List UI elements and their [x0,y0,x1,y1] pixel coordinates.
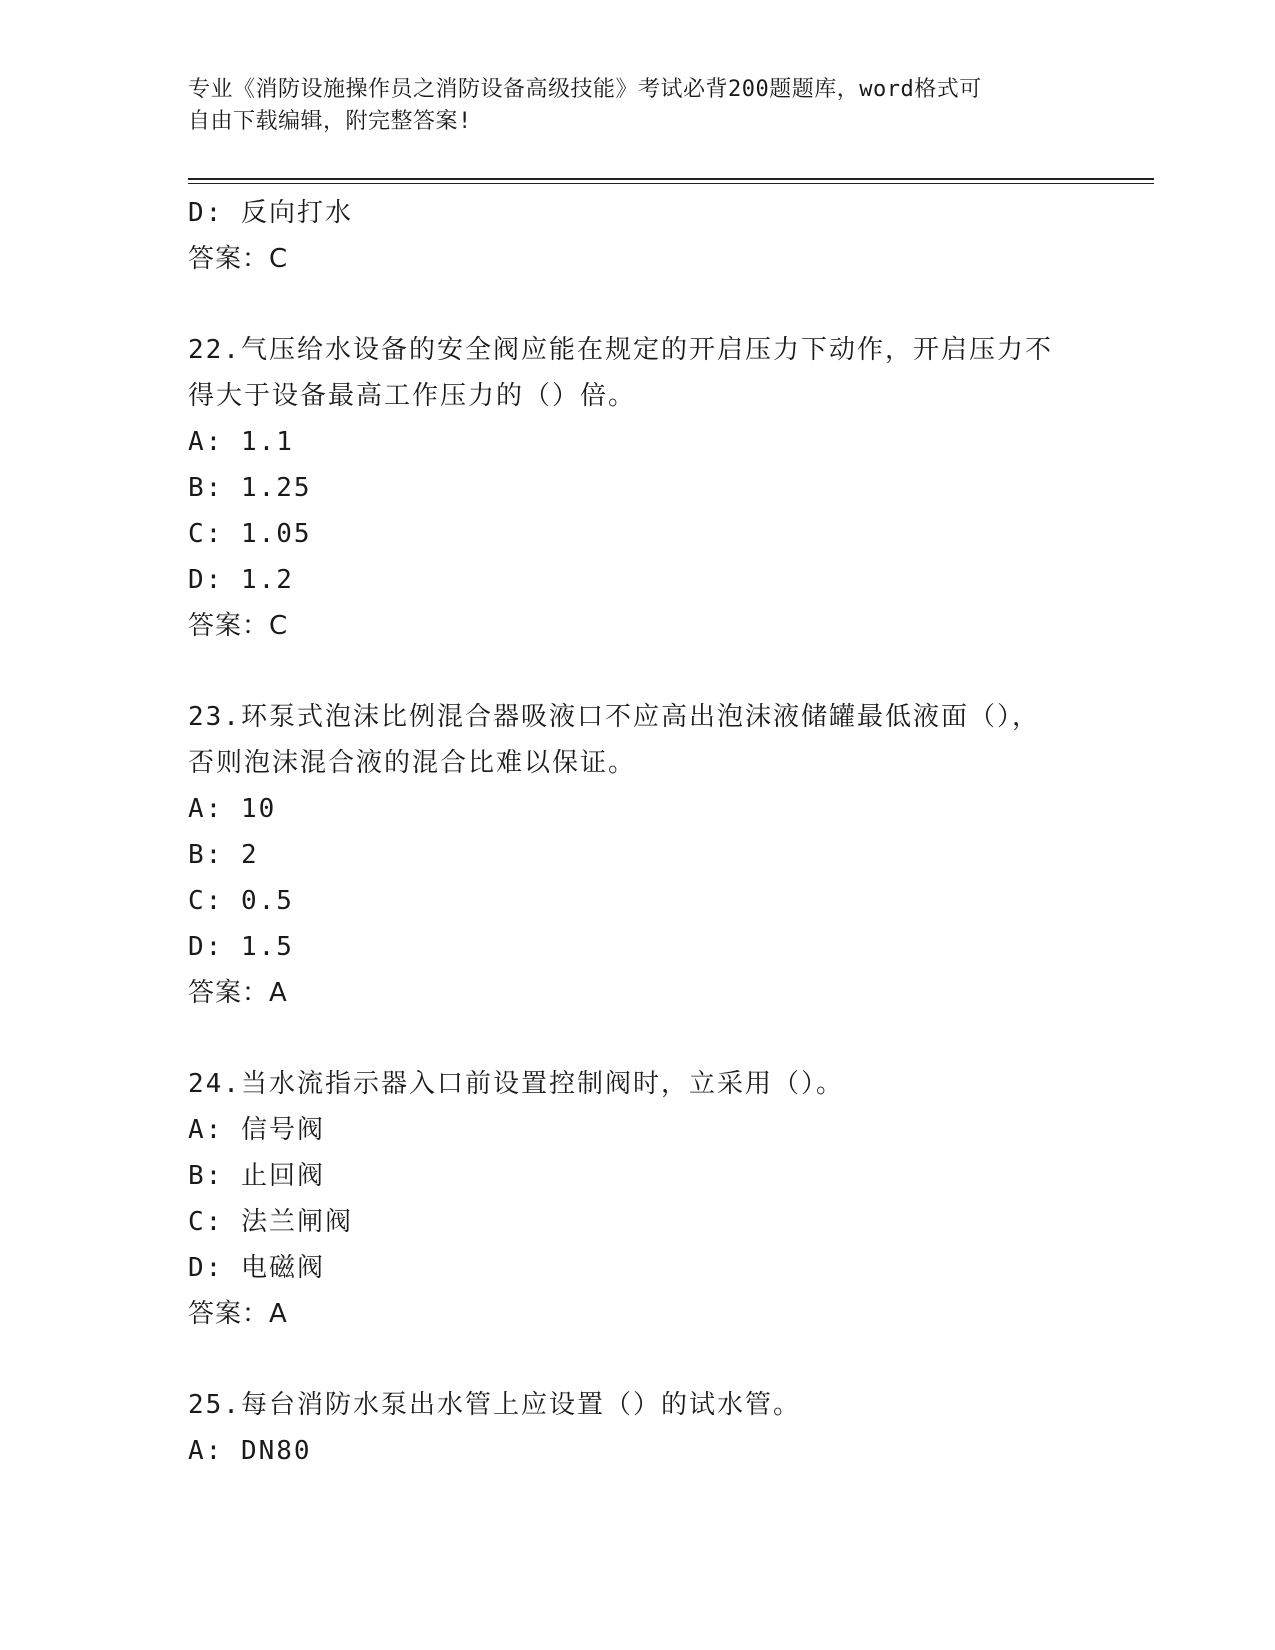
option-b: B: 止回阀 [188,1161,325,1191]
answer-line: 答案：C [188,611,289,641]
spacer [188,649,1088,694]
header-divider-thin [188,183,1154,184]
option-d: D: 反向打水 [188,198,353,228]
question-text-line-2: 否则泡沫混合液的混合比难以保证。 [188,748,637,778]
question-text-line-1: 24.当水流指示器入口前设置控制阀时，立采用（）。 [188,1069,844,1099]
question-text-line-1: 25.每台消防水泵出水管上应设置（）的试水管。 [188,1390,801,1420]
option-c: C: 1.05 [188,519,312,549]
answer-line: 答案：C [188,244,289,274]
option-a: A: 1.1 [188,427,294,457]
answer-line: 答案：A [188,1299,288,1329]
question-text [188,1061,1078,1107]
option-d: D: 电磁阀 [188,1253,325,1283]
spacer [188,282,1088,327]
header-title-line-1: 专业《消防设施操作员之消防设备高级技能》考试必背200题题库，word格式可 [188,77,982,102]
option-b: B: 2 [188,840,259,870]
question-text [188,327,1078,419]
question-text-line-1: 23.环泵式泡沫比例混合器吸液口不应高出泡沫液储罐最低液面（）， [188,702,1040,732]
question-text-line-1: 22.气压给水设备的安全阀应能在规定的开启压力下动作，开启压力不 [188,335,1053,365]
question-block-22 [188,327,1088,649]
option-b: B: 1.25 [188,473,312,503]
option-c: C: 0.5 [188,886,294,916]
option-a: A: 信号阀 [188,1115,325,1145]
option-d: D: 1.5 [188,932,294,962]
document-header [188,74,1068,138]
question-text [188,1382,1078,1428]
question-text [188,694,1078,786]
option-a: A: DN80 [188,1436,312,1466]
spacer [188,1337,1088,1382]
header-title-line-2: 自由下载编辑，附完整答案! [188,109,472,134]
option-a: A: 10 [188,794,277,824]
option-d: D: 1.2 [188,565,294,595]
question-block-23 [188,694,1088,1016]
question-list [188,190,1088,1474]
header-divider-thick [188,178,1154,180]
question-block-24 [188,1061,1088,1337]
question-block-25 [188,1382,1088,1474]
spacer [188,1016,1088,1061]
answer-line: 答案：A [188,978,288,1008]
question-text-line-2: 得大于设备最高工作压力的（）倍。 [188,381,637,411]
option-c: C: 法兰闸阀 [188,1207,353,1237]
